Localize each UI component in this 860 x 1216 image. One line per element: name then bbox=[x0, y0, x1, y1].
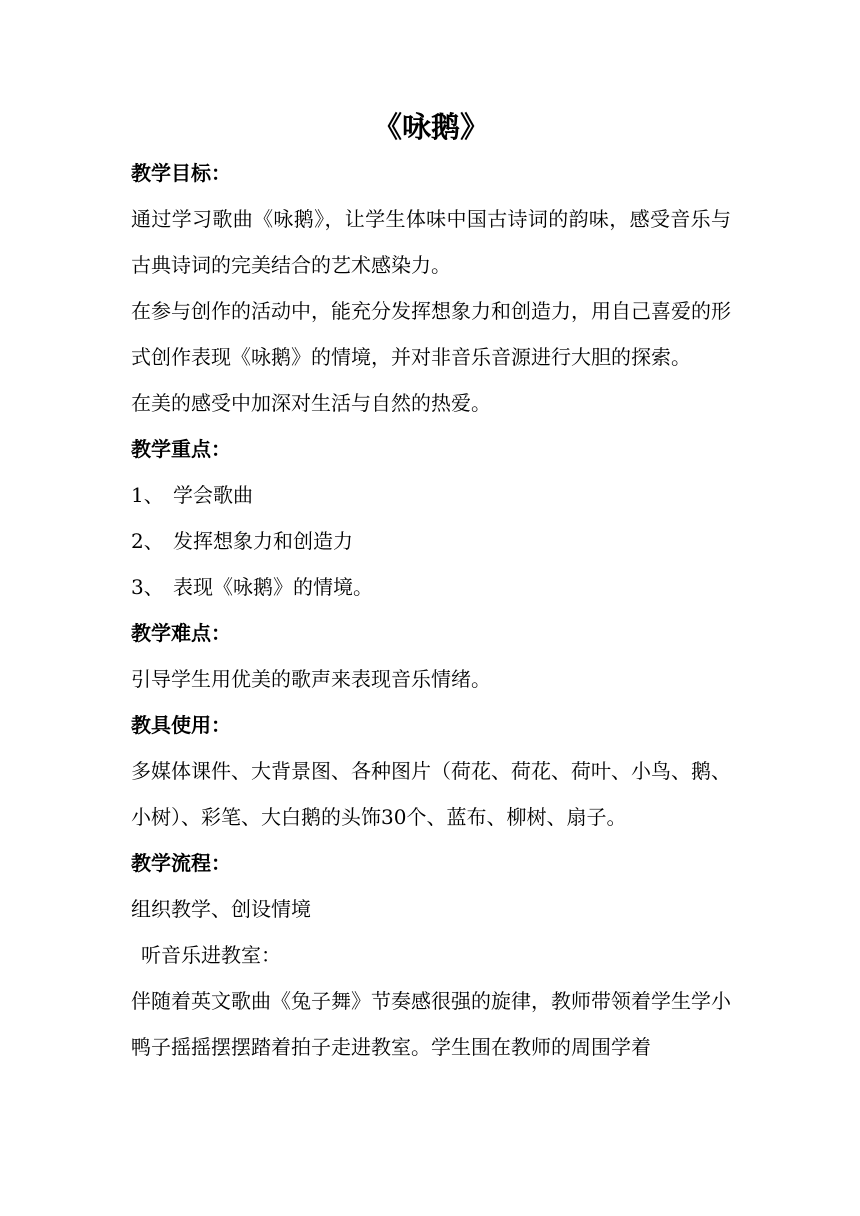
list-text: 发挥想象力和创造力 bbox=[173, 529, 353, 553]
process-paragraph: 伴随着英文歌曲《兔子舞》节奏感很强的旋律，教师带领着学生学小鸭子摇摇摆摆踏着拍子走进教室。学生围在教师的周围学着 bbox=[131, 989, 731, 1059]
goals-paragraph: 在美的感受中加深对生活与自然的热爱。 bbox=[131, 391, 491, 415]
list-number: 1、 bbox=[131, 483, 164, 507]
document-body bbox=[131, 106, 731, 1070]
list-text: 学会歌曲 bbox=[173, 483, 253, 507]
goals-paragraph: 在参与创作的活动中，能充分发挥想象力和创造力，用自己喜爱的形式创作表现《咏鹅》的情境，并对非音乐音源进行大胆的探索。 bbox=[131, 299, 731, 369]
list-number: 2、 bbox=[131, 529, 164, 553]
difficulties-heading: 教学难点： bbox=[131, 621, 231, 645]
key-point-item bbox=[131, 564, 731, 610]
tools-paragraph: 多媒体课件、大背景图、各种图片（荷花、荷花、荷叶、小鸟、鹅、小树）、彩笔、大白鹅的头饰30个、蓝布、柳树、扇子。 bbox=[131, 759, 731, 829]
difficulties-paragraph: 引导学生用优美的歌声来表现音乐情绪。 bbox=[131, 667, 491, 691]
process-heading: 教学流程： bbox=[131, 851, 231, 875]
document-title: 《咏鹅》 bbox=[372, 110, 489, 144]
process-substep: 听音乐进教室： bbox=[141, 943, 281, 967]
key-point-item bbox=[131, 518, 731, 564]
key-points-heading: 教学重点： bbox=[131, 437, 231, 461]
list-text: 表现《咏鹅》的情境。 bbox=[173, 575, 373, 599]
process-step: 组织教学、创设情境 bbox=[131, 897, 311, 921]
list-number: 3、 bbox=[131, 575, 164, 599]
goals-heading: 教学目标： bbox=[131, 161, 231, 185]
key-point-item bbox=[131, 472, 731, 518]
goals-paragraph: 通过学习歌曲《咏鹅》，让学生体味中国古诗词的韵味，感受音乐与古典诗词的完美结合的艺术感染力。 bbox=[131, 207, 731, 277]
tools-heading: 教具使用： bbox=[131, 713, 231, 737]
